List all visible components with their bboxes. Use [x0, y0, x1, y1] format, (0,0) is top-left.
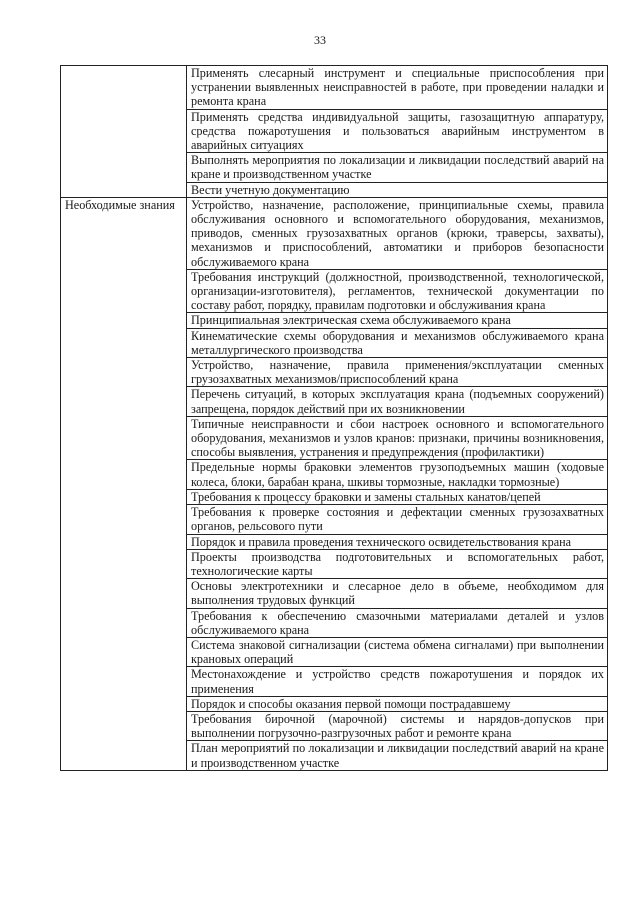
- row-text-cell: Порядок и способы оказания первой помощи пострадавшему: [187, 696, 608, 711]
- row-text-cell: Требования к процессу браковки и замены стальных канатов/цепей: [187, 489, 608, 504]
- row-text-cell: Местонахождение и устройство средств пожаротушения и порядок их применения: [187, 667, 608, 696]
- row-text-cell: Применять средства индивидуальной защиты, газозащитную аппаратуру, средства пожаротушения и пользоваться аварийным инструментом в аварийных ситуациях: [187, 109, 608, 153]
- row-text-cell: Система знаковой сигнализации (система обмена сигналами) при выполнении крановых операций: [187, 637, 608, 666]
- row-text-cell: Кинематические схемы оборудования и механизмов обслуживаемого крана металлургического производства: [187, 328, 608, 357]
- section-label-necessary-knowledge: Необходимые знания: [61, 197, 187, 770]
- table-row: [61, 66, 608, 110]
- table-row: [61, 197, 608, 269]
- row-text-cell: Проекты производства подготовительных и вспомогательных работ, технологические карты: [187, 549, 608, 578]
- row-text-cell: Требования инструкций (должностной, производственной, технологической, организации-изготовителя), регламентов, технической документации по составу работ, порядку, правилам подготовки и обслуживания крана: [187, 269, 608, 313]
- competency-table: [60, 65, 608, 771]
- page-number: 33: [314, 33, 326, 47]
- row-text-cell: Выполнять мероприятия по локализации и ликвидации последствий аварий на кране и производственном участке: [187, 153, 608, 182]
- row-text-cell: Устройство, назначение, расположение, принципиальные схемы, правила обслуживания основного и вспомогательного оборудования, механизмов, приводов, сменных грузозахватных органов (крюки, траверсы, захваты), механизмов и приспособлений, автоматики и приборов безопасности обслуживаемого крана: [187, 197, 608, 269]
- row-label-cell: [61, 66, 187, 198]
- row-text-cell: Перечень ситуаций, в которых эксплуатация крана (подъемных сооружений) запрещена, порядок действий при их возникновении: [187, 387, 608, 416]
- row-text-cell: Типичные неисправности и сбои настроек основного и вспомогательного оборудования, механизмов и узлов кранов: признаки, причины возникновения, способы выявления, устранения и предупреждения (профилактики): [187, 416, 608, 460]
- row-text-cell: Основы электротехники и слесарное дело в объеме, необходимом для выполнения трудовых функций: [187, 579, 608, 608]
- row-text-cell: Вести учетную документацию: [187, 182, 608, 197]
- row-text-cell: Принципиальная электрическая схема обслуживаемого крана: [187, 313, 608, 328]
- row-text-cell: Предельные нормы браковки элементов грузоподъемных машин (ходовые колеса, блоки, барабан крана, шкивы тормозные, накладки тормозные): [187, 460, 608, 489]
- row-text-cell: Применять слесарный инструмент и специальные приспособления при устранении выявленных неисправностей в работе, при проведении наладки и ремонта крана: [187, 66, 608, 110]
- row-text-cell: Требования к проверке состояния и дефектации сменных грузозахватных органов, рельсового пути: [187, 505, 608, 534]
- row-text-cell: Требования к обеспечению смазочными материалами деталей и узлов обслуживаемого крана: [187, 608, 608, 637]
- row-text-cell: Требования бирочной (марочной) системы и нарядов-допусков при выполнении погрузочно-разгрузочных работ и ремонте крана: [187, 711, 608, 740]
- row-text-cell: Устройство, назначение, правила применения/эксплуатации сменных грузозахватных механизмов/приспособлений крана: [187, 358, 608, 387]
- row-text-cell: Порядок и правила проведения технического освидетельствования крана: [187, 534, 608, 549]
- row-text-cell: План мероприятий по локализации и ликвидации последствий аварий на кране и производственном участке: [187, 741, 608, 770]
